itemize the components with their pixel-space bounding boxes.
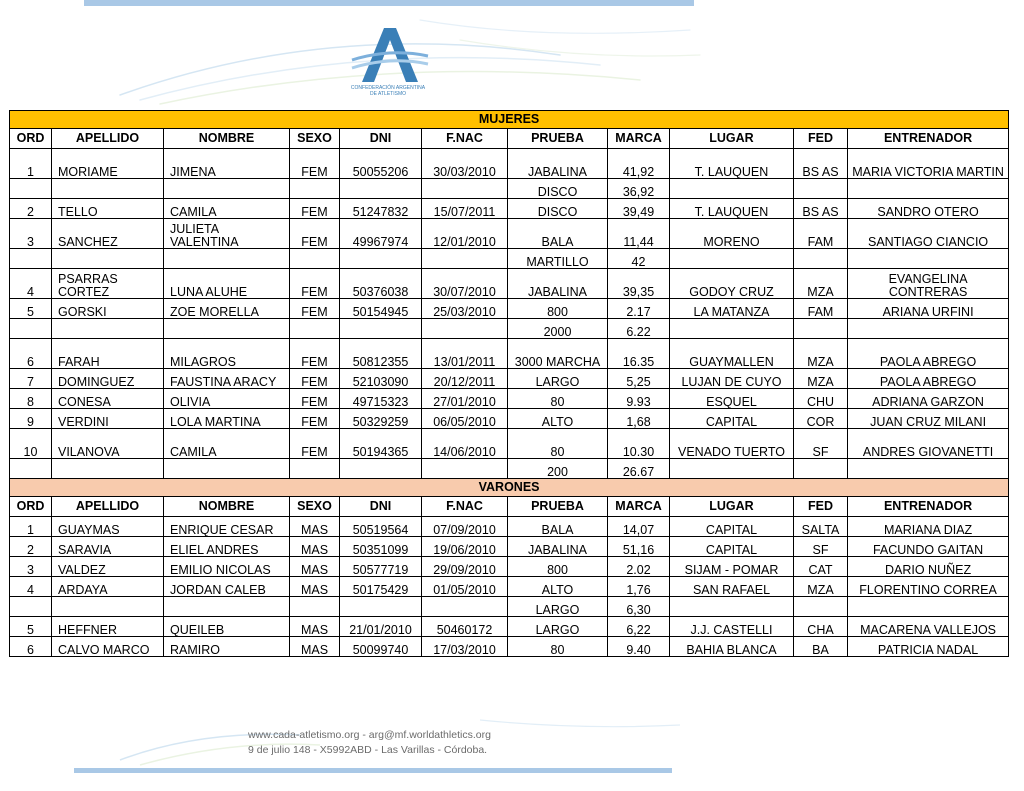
section-title: VARONES [10,479,1009,497]
cell-marca: 1,68 [608,409,670,429]
column-header: DNI [340,129,422,149]
cell-lugar: CAPITAL [670,517,794,537]
column-header: PRUEBA [508,497,608,517]
cell-fed: MZA [794,369,848,389]
column-header: FED [794,497,848,517]
column-header: ENTRENADOR [848,497,1009,517]
cell-fnac [422,319,508,339]
results-table [9,110,1009,657]
logo-caption-line1: CONFEDERACIÓN ARGENTINA [350,85,426,91]
cell-dni: 21/01/2010 [340,617,422,637]
cell-lugar: VENADO TUERTO [670,429,794,459]
cell-dni [340,597,422,617]
cell-nombre: FAUSTINA ARACY [164,369,290,389]
table-row [10,369,1009,389]
cell-apellido: VILANOVA [52,429,164,459]
cell-sexo: FEM [290,149,340,179]
cell-fnac: 07/09/2010 [422,517,508,537]
cell-dni: 50812355 [340,339,422,369]
cell-fnac: 50460172 [422,617,508,637]
cell-dni [340,319,422,339]
cell-sexo: MAS [290,637,340,657]
cell-marca: 6,22 [608,617,670,637]
cell-nombre [164,249,290,269]
table-row [10,389,1009,409]
cell-sexo: MAS [290,537,340,557]
cell-prueba: ALTO [508,409,608,429]
cell-prueba: 80 [508,637,608,657]
footer-contact: www.cada-atletismo.org - arg@mf.worldathletics.org [248,729,491,741]
cell-fed: COR [794,409,848,429]
cell-marca: 2.02 [608,557,670,577]
table-row [10,299,1009,319]
cell-fed: BS AS [794,149,848,179]
cell-marca: 9.40 [608,637,670,657]
cell-fnac: 20/12/2011 [422,369,508,389]
cell-nombre: LOLA MARTINA [164,409,290,429]
cell-apellido: MORIAME [52,149,164,179]
cell-marca: 2.17 [608,299,670,319]
column-header: FED [794,129,848,149]
cell-fnac: 25/03/2010 [422,299,508,319]
cell-fnac: 30/07/2010 [422,269,508,299]
cell-fed [794,459,848,479]
cell-dni: 50329259 [340,409,422,429]
cell-sexo: FEM [290,409,340,429]
cell-dni: 50055206 [340,149,422,179]
cell-fed: BS AS [794,199,848,219]
cell-dni: 50099740 [340,637,422,657]
cell-ord: 1 [10,517,52,537]
footer-bottom-bar [74,768,672,773]
cell-entrenador: PAOLA ABREGO [848,339,1009,369]
cell-nombre: JIMENA [164,149,290,179]
cell-ord: 3 [10,557,52,577]
cell-fnac: 13/01/2011 [422,339,508,369]
cell-fed: BA [794,637,848,657]
column-header: ORD [10,497,52,517]
cell-lugar: GUAYMALLEN [670,339,794,369]
cell-lugar: MORENO [670,219,794,249]
cell-marca: 6.22 [608,319,670,339]
cell-prueba: 3000 MARCHA [508,339,608,369]
cell-entrenador: DARIO NUÑEZ [848,557,1009,577]
cell-apellido: SANCHEZ [52,219,164,249]
cell-apellido [52,459,164,479]
cell-fnac: 30/03/2010 [422,149,508,179]
mujeres-column-headers [10,129,1009,149]
cell-prueba: JABALINA [508,537,608,557]
cell-fnac: 12/01/2010 [422,219,508,249]
cell-apellido [52,249,164,269]
cell-dni: 50351099 [340,537,422,557]
cell-dni: 50175429 [340,577,422,597]
cell-fed: MZA [794,577,848,597]
table-row [10,517,1009,537]
cell-marca: 9.93 [608,389,670,409]
table-row [10,179,1009,199]
cell-entrenador: MACARENA VALLEJOS [848,617,1009,637]
cell-dni: 52103090 [340,369,422,389]
cell-lugar: BAHIA BLANCA [670,637,794,657]
column-header: ORD [10,129,52,149]
cell-dni: 50577719 [340,557,422,577]
cell-ord [10,597,52,617]
cell-ord: 1 [10,149,52,179]
cell-prueba: 200 [508,459,608,479]
cell-sexo: FEM [290,199,340,219]
cell-prueba: DISCO [508,179,608,199]
cell-prueba: 2000 [508,319,608,339]
cell-fnac: 17/03/2010 [422,637,508,657]
cell-lugar: SIJAM - POMAR [670,557,794,577]
table-row [10,319,1009,339]
cell-ord: 6 [10,637,52,657]
cell-lugar: LA MATANZA [670,299,794,319]
cell-nombre: CAMILA [164,199,290,219]
table-row [10,429,1009,459]
table-row [10,269,1009,299]
cell-dni: 50519564 [340,517,422,537]
column-header: LUGAR [670,129,794,149]
cell-entrenador [848,597,1009,617]
cell-nombre [164,179,290,199]
cell-apellido: PSARRAS CORTEZ [52,269,164,299]
cell-fnac: 27/01/2010 [422,389,508,409]
cell-entrenador: SANTIAGO CIANCIO [848,219,1009,249]
table-row [10,409,1009,429]
column-header: MARCA [608,129,670,149]
cell-nombre: QUEILEB [164,617,290,637]
table-row [10,637,1009,657]
cell-dni [340,459,422,479]
cell-nombre [164,597,290,617]
cell-prueba: JABALINA [508,149,608,179]
cell-prueba: 800 [508,557,608,577]
cell-entrenador: FLORENTINO CORREA [848,577,1009,597]
column-header: SEXO [290,497,340,517]
cell-lugar: SAN RAFAEL [670,577,794,597]
cell-prueba: BALA [508,517,608,537]
cell-apellido: SARAVIA [52,537,164,557]
cell-lugar: ESQUEL [670,389,794,409]
cell-fnac: 01/05/2010 [422,577,508,597]
cell-sexo: MAS [290,557,340,577]
table-row [10,199,1009,219]
column-header: NOMBRE [164,129,290,149]
cell-marca: 51,16 [608,537,670,557]
cell-fnac [422,179,508,199]
cell-nombre: LUNA ALUHE [164,269,290,299]
cell-ord [10,249,52,269]
cell-dni: 51247832 [340,199,422,219]
cell-fnac [422,249,508,269]
cell-apellido: HEFFNER [52,617,164,637]
cell-nombre [164,319,290,339]
cell-fed: SF [794,537,848,557]
cell-dni [340,249,422,269]
cell-ord: 8 [10,389,52,409]
cell-lugar: CAPITAL [670,537,794,557]
section-title: MUJERES [10,111,1009,129]
cell-entrenador: ANDRES GIOVANETTI [848,429,1009,459]
cell-sexo: MAS [290,517,340,537]
cell-fed: FAM [794,299,848,319]
cell-nombre: ZOE MORELLA [164,299,290,319]
table-row [10,249,1009,269]
column-header: F.NAC [422,497,508,517]
logo-caption-line2: DE ATLETISMO [369,91,407,97]
cell-apellido [52,597,164,617]
cell-prueba: ALTO [508,577,608,597]
cell-sexo: FEM [290,269,340,299]
cell-prueba: LARGO [508,597,608,617]
cell-lugar: GODOY CRUZ [670,269,794,299]
cell-fnac: 15/07/2011 [422,199,508,219]
column-header: F.NAC [422,129,508,149]
cell-dni: 50154945 [340,299,422,319]
cell-entrenador [848,459,1009,479]
table-row [10,537,1009,557]
cell-ord: 4 [10,269,52,299]
cell-sexo: FEM [290,389,340,409]
cell-ord [10,319,52,339]
cell-nombre: ELIEL ANDRES [164,537,290,557]
cell-sexo [290,319,340,339]
cell-sexo [290,249,340,269]
cell-fed [794,179,848,199]
cell-entrenador: FACUNDO GAITAN [848,537,1009,557]
cell-apellido: DOMINGUEZ [52,369,164,389]
cell-nombre: RAMIRO [164,637,290,657]
cell-prueba: LARGO [508,617,608,637]
cell-apellido: ARDAYA [52,577,164,597]
cell-fnac [422,597,508,617]
cell-entrenador: ARIANA URFINI [848,299,1009,319]
cell-sexo: FEM [290,429,340,459]
cell-prueba: DISCO [508,199,608,219]
cell-marca: 41,92 [608,149,670,179]
cell-prueba: 800 [508,299,608,319]
cell-entrenador: MARIA VICTORIA MARTIN [848,149,1009,179]
cell-dni: 50376038 [340,269,422,299]
cell-nombre: CAMILA [164,429,290,459]
cell-sexo: MAS [290,577,340,597]
cell-fnac [422,459,508,479]
cell-marca: 14,07 [608,517,670,537]
cell-marca: 1,76 [608,577,670,597]
cell-sexo: MAS [290,617,340,637]
cell-marca: 26.67 [608,459,670,479]
cell-sexo: FEM [290,299,340,319]
cell-prueba: MARTILLO [508,249,608,269]
cell-lugar: T. LAUQUEN [670,199,794,219]
cell-entrenador: MARIANA DIAZ [848,517,1009,537]
cell-entrenador: SANDRO OTERO [848,199,1009,219]
footer-address: 9 de julio 148 - X5992ABD - Las Varillas - Córdoba. [248,744,488,756]
cell-nombre: MILAGROS [164,339,290,369]
cell-fed: SF [794,429,848,459]
cell-lugar: LUJAN DE CUYO [670,369,794,389]
cell-lugar [670,459,794,479]
cell-apellido: VALDEZ [52,557,164,577]
cell-prueba: JABALINA [508,269,608,299]
cell-marca: 39,35 [608,269,670,299]
cell-ord: 4 [10,577,52,597]
cell-lugar: CAPITAL [670,409,794,429]
cell-apellido: TELLO [52,199,164,219]
cell-dni: 49967974 [340,219,422,249]
cell-nombre: EMILIO NICOLAS [164,557,290,577]
cell-lugar: T. LAUQUEN [670,149,794,179]
cell-fed [794,249,848,269]
column-header: NOMBRE [164,497,290,517]
cell-ord: 5 [10,617,52,637]
cell-apellido: VERDINI [52,409,164,429]
column-header: ENTRENADOR [848,129,1009,149]
cell-nombre: OLIVIA [164,389,290,409]
cell-marca: 10.30 [608,429,670,459]
table-row [10,459,1009,479]
cell-ord: 6 [10,339,52,369]
varones-column-headers [10,497,1009,517]
cell-entrenador: PATRICIA NADAL [848,637,1009,657]
cell-marca: 11,44 [608,219,670,249]
cell-lugar [670,179,794,199]
cell-sexo [290,179,340,199]
column-header: PRUEBA [508,129,608,149]
cell-lugar [670,597,794,617]
cell-apellido: GORSKI [52,299,164,319]
column-header: DNI [340,497,422,517]
cell-entrenador [848,249,1009,269]
cell-dni: 49715323 [340,389,422,409]
cell-ord: 10 [10,429,52,459]
cell-fnac: 06/05/2010 [422,409,508,429]
cell-lugar [670,319,794,339]
cell-fed: SALTA [794,517,848,537]
cell-marca: 5,25 [608,369,670,389]
cell-apellido: FARAH [52,339,164,369]
column-header: SEXO [290,129,340,149]
cell-fnac: 14/06/2010 [422,429,508,459]
cell-entrenador: EVANGELINA CONTRERAS [848,269,1009,299]
cell-apellido [52,319,164,339]
cell-fnac: 29/09/2010 [422,557,508,577]
table-row [10,617,1009,637]
cell-entrenador [848,319,1009,339]
table-row [10,219,1009,249]
cell-apellido: CONESA [52,389,164,409]
cell-entrenador: PAOLA ABREGO [848,369,1009,389]
cell-nombre: JULIETA VALENTINA [164,219,290,249]
cell-ord [10,459,52,479]
cell-entrenador: ADRIANA GARZON [848,389,1009,409]
mujeres-section-header [10,111,1009,129]
cell-prueba: 80 [508,389,608,409]
cell-lugar: J.J. CASTELLI [670,617,794,637]
cell-entrenador [848,179,1009,199]
table-row [10,597,1009,617]
cell-sexo [290,459,340,479]
cell-fed: MZA [794,339,848,369]
cell-fed: CHA [794,617,848,637]
cell-fed: FAM [794,219,848,249]
cell-apellido [52,179,164,199]
cell-ord: 3 [10,219,52,249]
cell-lugar [670,249,794,269]
cell-fed: CHU [794,389,848,409]
cell-nombre: ENRIQUE CESAR [164,517,290,537]
table-row [10,557,1009,577]
header-top-bar [84,0,694,6]
cell-apellido: GUAYMAS [52,517,164,537]
cell-nombre: JORDAN CALEB [164,577,290,597]
cell-marca: 16.35 [608,339,670,369]
cell-prueba: 80 [508,429,608,459]
cell-fnac: 19/06/2010 [422,537,508,557]
column-header: APELLIDO [52,129,164,149]
column-header: MARCA [608,497,670,517]
cell-marca: 42 [608,249,670,269]
table-row [10,339,1009,369]
cell-marca: 6,30 [608,597,670,617]
cell-sexo [290,597,340,617]
footer-swoosh [120,720,680,765]
cell-nombre [164,459,290,479]
cell-apellido: CALVO MARCO [52,637,164,657]
cell-marca: 39,49 [608,199,670,219]
cell-ord: 2 [10,199,52,219]
cell-ord [10,179,52,199]
cell-ord: 2 [10,537,52,557]
table-row [10,577,1009,597]
column-header: LUGAR [670,497,794,517]
cell-entrenador: JUAN CRUZ MILANI [848,409,1009,429]
cell-ord: 5 [10,299,52,319]
cell-sexo: FEM [290,339,340,369]
varones-section-header [10,479,1009,497]
cell-dni: 50194365 [340,429,422,459]
cell-prueba: BALA [508,219,608,249]
cell-marca: 36,92 [608,179,670,199]
cell-sexo: FEM [290,369,340,389]
cell-fed [794,597,848,617]
cell-fed: MZA [794,269,848,299]
column-header: APELLIDO [52,497,164,517]
cell-ord: 7 [10,369,52,389]
table-row [10,149,1009,179]
cell-ord: 9 [10,409,52,429]
cell-dni [340,179,422,199]
cell-fed [794,319,848,339]
cell-sexo: FEM [290,219,340,249]
cell-prueba: LARGO [508,369,608,389]
cell-fed: CAT [794,557,848,577]
